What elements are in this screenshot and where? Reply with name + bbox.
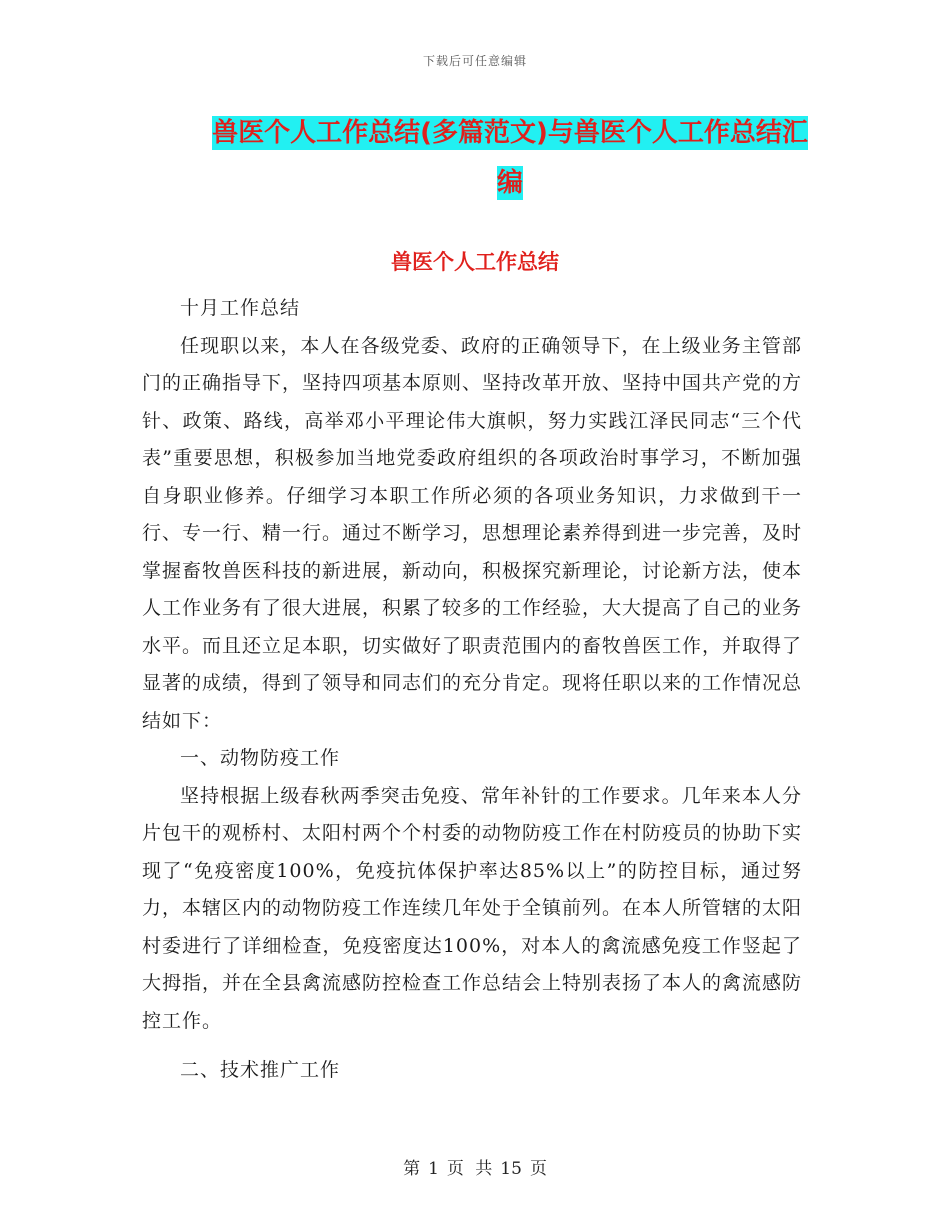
- title-line-2: 编: [496, 168, 523, 198]
- header-note: 下载后可任意编辑: [422, 54, 527, 68]
- footer-suffix: 页: [529, 1159, 547, 1179]
- footer-total-pages: 15: [500, 1159, 522, 1179]
- paragraph-epidemic-prevention: 坚持根据上级春秋两季突击免疫、常年补针的工作要求。几年来本人分片包干的观桥村、太阳村两个个村委的动物防疫工作在村防疫员的协助下实现了“免疫密度100%，免疫抗体保护率达85%以上”的防控目标，通过努力，本辖区内的动物防疫工作连续几年处于全镇前列。在本人所管辖的太阳村委进行了详细检查，免疫密度达100%，对本人的禽流感免疫工作竖起了大拇指，并在全县禽流感防控检查工作总结会上特别表扬了本人的禽流感防控工作。: [142, 784, 803, 1032]
- paragraph-subheading: 十月工作总结: [180, 297, 301, 319]
- title-line-1: 兽医个人工作总结(多篇范文)与兽医个人工作总结汇: [212, 118, 808, 148]
- paragraph-heading-1: 一、动物防疫工作: [180, 747, 341, 769]
- section-title: 兽医个人工作总结: [391, 250, 559, 274]
- paragraph-intro: 任现职以来，本人在各级党委、政府的正确领导下，在上级业务主管部门的正确指导下，坚持四项基本原则、坚持改革开放、坚持中国共产党的方针、政策、路线，高举邓小平理论伟大旗帜，努力实践江泽民同志“三个代表”重要思想，积极参加当地党委政府组织的各项政治时事学习，不断加强自身职业修养。仔细学习本职工作所必须的各项业务知识，力求做到干一行、专一行、精一行。通过不断学习，思想理论素养得到进一步完善，及时掌握畜牧兽医科技的新进展，新动向，积极探究新理论，讨论新方法，使本人工作业务有了很大进展，积累了较多的工作经验，大大提高了自己的业务水平。而且还立足本职，切实做好了职责范围内的畜牧兽医工作，并取得了显著的成绩，得到了领导和同志们的充分肯定。现将任职以来的工作情况总结如下：: [142, 334, 803, 732]
- document-title: [190, 108, 830, 208]
- footer-middle: 页 共: [446, 1159, 493, 1179]
- body-text: [142, 290, 802, 1090]
- page-footer: [0, 1154, 950, 1179]
- footer-page-number: 1: [428, 1159, 439, 1179]
- paragraph-heading-2: 二、技术推广工作: [180, 1059, 341, 1081]
- footer-prefix: 第: [403, 1159, 421, 1179]
